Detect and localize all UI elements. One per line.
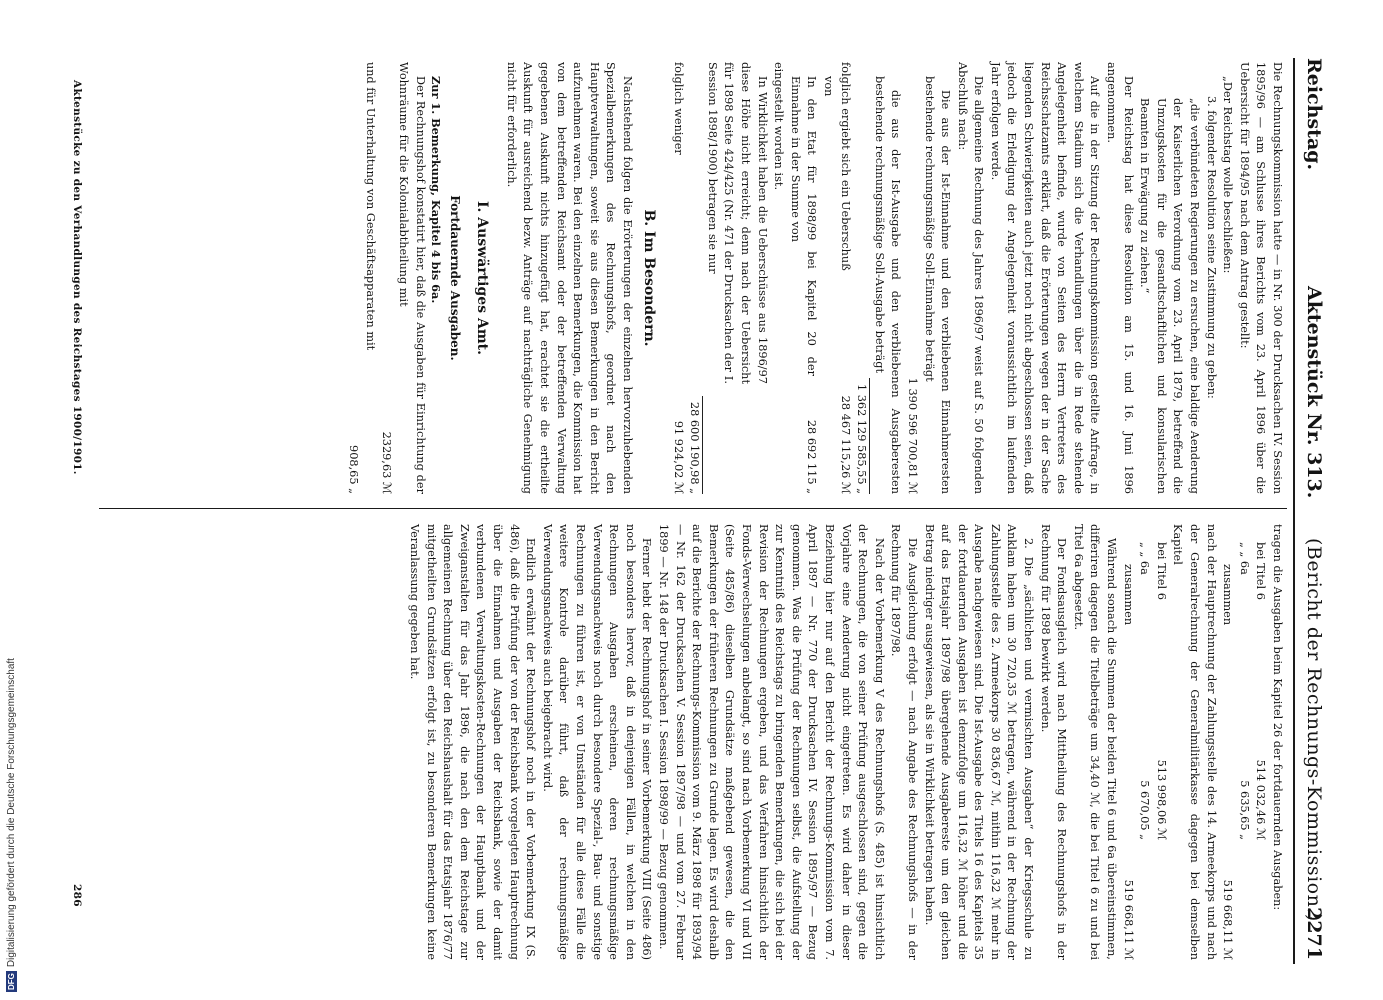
page-header (1297, 58, 1325, 964)
amount: 908,65 „ (347, 445, 361, 494)
row-label: In den Etat für 1898/99 bei Kapitel 20 der Einnahme in der Summe von (788, 76, 819, 376)
row-label: zusammen (1221, 564, 1235, 626)
header-rule (1293, 58, 1295, 964)
paragraph: von (821, 76, 835, 97)
paragraph: 3. folgender Resolution seine Zustimmung zu geben: (1204, 96, 1218, 399)
paragraph: Während sonach die Summen der beiden Titel 6 und 6a übereinstimmen, differiren dagegen die Titelbeträge um 34,40 ℳ, die bei Titel 6 zu und bei Titel 6a abgesetzt. (1071, 524, 1119, 960)
unit: „ (805, 488, 819, 494)
paragraph: Auf die in der Sitzung der Rechnungskommission gestellte Anfrage, in welchem Stadium sich die Verhandlungen über die in Rede stehende Angelegenheit befinde, wurde von Seiten des Herrn Vertreters des Reichsschatzamts erklärt, daß die Erörterungen wegen der in der Sache liegenden Schwierigkeiten auch jetzt noch nicht abgeschlossen seien, daß jedoch die Erledigung der Angelegenheit voraussichtlich im laufenden Jahr erfolgen werde. (988, 62, 1102, 494)
dfg-funding-note (6, 658, 17, 992)
footer-left: Aktenstücke zu den Verhandlungen des Reichstages 1900/1901. (71, 80, 83, 475)
funding-text: Digitalisierung gefördert durch die Deutsche Forschungsgemeinschaft (6, 658, 17, 968)
paragraph: die aus der Ist-Ausgabe und den verbliebenen Ausgaberesten bestehende rechnungsmäßige Soll-Ausgabe beträgt (872, 76, 903, 494)
right-column (406, 524, 1285, 960)
row-label: folglich weniger (671, 62, 685, 155)
amount: 28 467 115,26 ℳ (838, 395, 852, 494)
header-left: Reichstag. (1303, 58, 1325, 171)
row-label: folglich ergiebt sich ein Ueberschuß (838, 62, 852, 271)
quoted-resolution: „die verbündeten Regierungen zu ersuchen, eine baldige Aenderung der Kaiserlichen Verordnung vom 23. April 1879, betreffend die Umzugskosten für die gesandtschaftlichen und konsularischen Beamten in Erwägung zu ziehen.“ (1138, 98, 1202, 494)
amount-row (903, 62, 920, 494)
paragraph: Der Rechnungshof konstatirt hier, daß die Ausgaben für Einrichtung der Wohnräume für die Kolonialabtheilung mit (397, 62, 427, 494)
row-label: bei Titel 6 (1254, 542, 1268, 600)
amount-row (1119, 524, 1136, 960)
amount: 519 668,11 ℳ (1221, 879, 1235, 960)
amount: 5 670,05 „ (1138, 780, 1152, 840)
paragraph (920, 62, 953, 494)
statement-suffix: beträgt (922, 339, 936, 382)
row-label: „ „ 6a (1138, 542, 1152, 575)
header-right: (Bericht der Rechnungs-Kommission.) (1303, 538, 1325, 922)
amount: 514 032,46 ℳ (1254, 759, 1268, 840)
paragraph: und für Unterhaltung von Geschäftsapparaten mit (363, 62, 377, 351)
amount: 5 635,65 „ (1237, 780, 1251, 840)
row-label: bei Titel 6 (1154, 542, 1168, 600)
paragraph: nach der Hauptrechnung der Zahlungsstelle des 14. Armeekorps und nach der Generalrechnung der Generalmilitärkasse dagegen bei demselben Kapitel (1171, 524, 1218, 960)
paragraph: In Wirklichkeit haben die Ueberschüsse aus 1896/97 diese Höhe nicht erreicht; denn nach der Uebersicht für 1898 Seite 424/425 (Nr. 471 der Drucksachen der I. Session 1898/1900) betragen sie nur (705, 62, 769, 384)
amount-row (1219, 524, 1236, 960)
amount: 1 390 596 700,81 ℳ (905, 377, 919, 494)
amount-row (853, 62, 871, 494)
header-center: Aktenstück Nr. 313. (1303, 286, 1325, 499)
amount-row (786, 62, 819, 494)
paragraph: Die Rechnungskommission hatte — in Nr. 300 der Drucksachen IV. Session 1895/96 — am Schlusse ihres Berichts vom 23. April 1896 über die Uebersicht für 1894/95 nach dem Antrag gestellt: (1237, 62, 1284, 494)
section-heading: B. Im Besondern. (641, 209, 658, 347)
amount-row (836, 62, 853, 494)
footer-page-signature: 286 (71, 884, 83, 907)
paragraph: Nachstehend folgen die Erörterungen der einzelnen hervorzuhebenden Spezialbemerkungen des Rechnungshofs, geordnet nach den Hauptverwaltungen, soweit sie aus diesen Bemerkungen in den Bericht aufzunehmen waren. Bei den einzelnen Bemerkungen, die Kommission hat von dem betreffenden Reichsamt oder der betreffenden Verwaltung gegebenen Auskunft nichts hinzugefügt hat, erachtet sie die ertheilte Auskunft für ausreichend bezw. Anträge auf nachträgliche Genehmigung nicht für erforderlich. (504, 62, 635, 494)
row-label: zusammen (1121, 564, 1135, 626)
amount: 28 600 190,98 (688, 401, 702, 485)
paragraph: Der Reichstag hat diese Resolution am 15. und 16. Juni 1896 angenommen. (1105, 62, 1135, 494)
amount-row (378, 62, 395, 494)
section-heading: I. Auswärtiges Amt. (474, 201, 491, 355)
amount-row (1136, 524, 1153, 960)
amount: 519 668,11 ℳ (1121, 879, 1135, 960)
amount-row (345, 62, 362, 494)
paragraph: Die Ausgleichung erfolgt — nach Angabe des Rechnungshofs — in der Rechnung für 1897/98. (889, 524, 919, 960)
amount-row (669, 62, 686, 494)
amount-row (686, 62, 704, 494)
amount-row (1235, 524, 1252, 960)
paragraph-heading: Zur 1. Bemerkung, Kapitel 4 bis 6a. (429, 76, 444, 304)
amount: 2329,63 ℳ (380, 431, 394, 494)
unit: „ (688, 488, 702, 494)
statement-text: Die aus der Ist-Einnahme und den verbliebenen Einnahmeresten bestehende rechnungsmäßige Soll-Einnahme (922, 76, 953, 494)
row-label: „ „ 6a (1237, 542, 1251, 575)
paragraph: tragen die Ausgaben beim Kapitel 26 der fortdauernden Ausgaben: (1271, 524, 1284, 911)
amount: 513 998,06 ℳ (1154, 759, 1168, 840)
paragraph: 2. Die „sächlichen und vermischten Ausgaben“ der Kriegsschule zu Anklam haben um 30 720,35 ℳ betragen, während in der Rechnung der Zahlungsstelle des 2. Armeekorps 30 836,67 ℳ, mithin 116,32 ℳ mehr in Ausgabe nachgewiesen sind. Die Ist-Ausgabe des Titels 16 des Kapitels 35 der fortdauernden Ausgaben ist demzufolge um 116,32 ℳ höher und die auf das Etatsjahr 1897/98 übergehende Ausgabereste um den gleichen Betrag niedriger ausgewiesen, als sie in Wirklichkeit betragen haben. (922, 524, 1036, 960)
subsection-heading: Fortdauernde Ausgaben. (448, 195, 463, 361)
page-number: 2271 (1303, 907, 1325, 960)
amount-row (1152, 524, 1169, 960)
paragraph: eingestellt worden ist. (772, 62, 786, 191)
paragraph: Endlich erwähnt der Rechnungshof noch in der Vorbemerkung IX (S. 486), daß die Prüfung der von der Reichsbank vorgelegten Hauptrechnung über die Einnahmen und Ausgaben der Reichsbank, sowie der damit verbundenen Verwaltungskosten-Rechnungen der Hauptbank und der Zweiganstalten für das Jahr 1896, die nach den dem Reichstage zur allgemeinen Rechnung über den Reichshaushalt für das Etatsjahr 1876/77 mitgetheilten Grundsätzen erfolgt ist, zu besonderen Bemerkungen keine Veranlassung gegeben hat. (408, 524, 538, 960)
left-column (345, 62, 1285, 494)
amount-row (1252, 524, 1269, 960)
column-divider (99, 508, 1287, 509)
paragraph: Der Fondsausgleich wird nach Mittheilung des Rechnungshofs in der Rechnung für 1898 bewirkt werden. (1038, 524, 1069, 960)
amount: 1 362 129 585,55 „ (853, 378, 871, 494)
paragraph: „Der Reichstag wolle beschließen: (1221, 76, 1235, 274)
paragraph: Ferner hebt der Rechnungshof in seiner Vorbemerkung VIII (Seite 486) noch besonders hervor, daß in denjenigen Fällen, in welchen in den Rechnungen Ausgaben erscheinen, deren rechnungsmäßige Verwendungsnachweis noch durch besondere Spezial-, Bau- und sonstige Rechnungen zu führen ist, er von Umständen für alle diese Fälle die weitere Kontrole darüber führt, daß der rechnungsmäßige Verwendungsnachweis auch beigebracht wird. (540, 524, 654, 960)
paragraph: Die allgemeine Rechnung des Jahres 1896/97 weist auf S. 50 folgenden Abschluß nach: (955, 62, 986, 494)
paragraph: Nach der Vorbemerkung V des Rechnungshofs (S. 485) ist hinsichtlich der Rechnungen, die von seiner Prüfung ausgeschlossen sind, gegen die Vorjahre eine Aenderung nicht eingetreten. Es wird daher in dieser Beziehung hier nur auf den Bericht der Rechnungs-Kommission vom 7. April 1897 — Nr. 770 der Drucksachen IV. Session 1895/97 — Bezug genommen. Was die Prüfung der Rechnungen selbst, die Aufstellung der zur Kenntniß des Reichstags zu bringenden Bemerkungen, die sich bei der Revision der Rechnungen ergeben, und das Verfahren hinsichtlich der Fonds-Verwechselungen anbelangt, so sind nach Vorbemerkung VI und VII (Seite 485/86) dieselben Grundsätze maßgebend gewesen, die den Bemerkungen der früheren Rechnungen zu Grunde lagen. Es wird deshalb auf die Berichte der Rechnungs-Kommission vom 9. März 1898 für 1893/94 — Nr. 162 der Drucksachen V. Session 1897/98 — und vom 27. Februar 1899 — Nr. 148 der Drucksachen I. Session 1898/99 — Bezug genommen. (657, 524, 886, 960)
amount: 91 924,02 ℳ (671, 420, 685, 494)
dfg-logo: DFG (7, 973, 16, 990)
amount: 28 692 115 (805, 419, 819, 485)
